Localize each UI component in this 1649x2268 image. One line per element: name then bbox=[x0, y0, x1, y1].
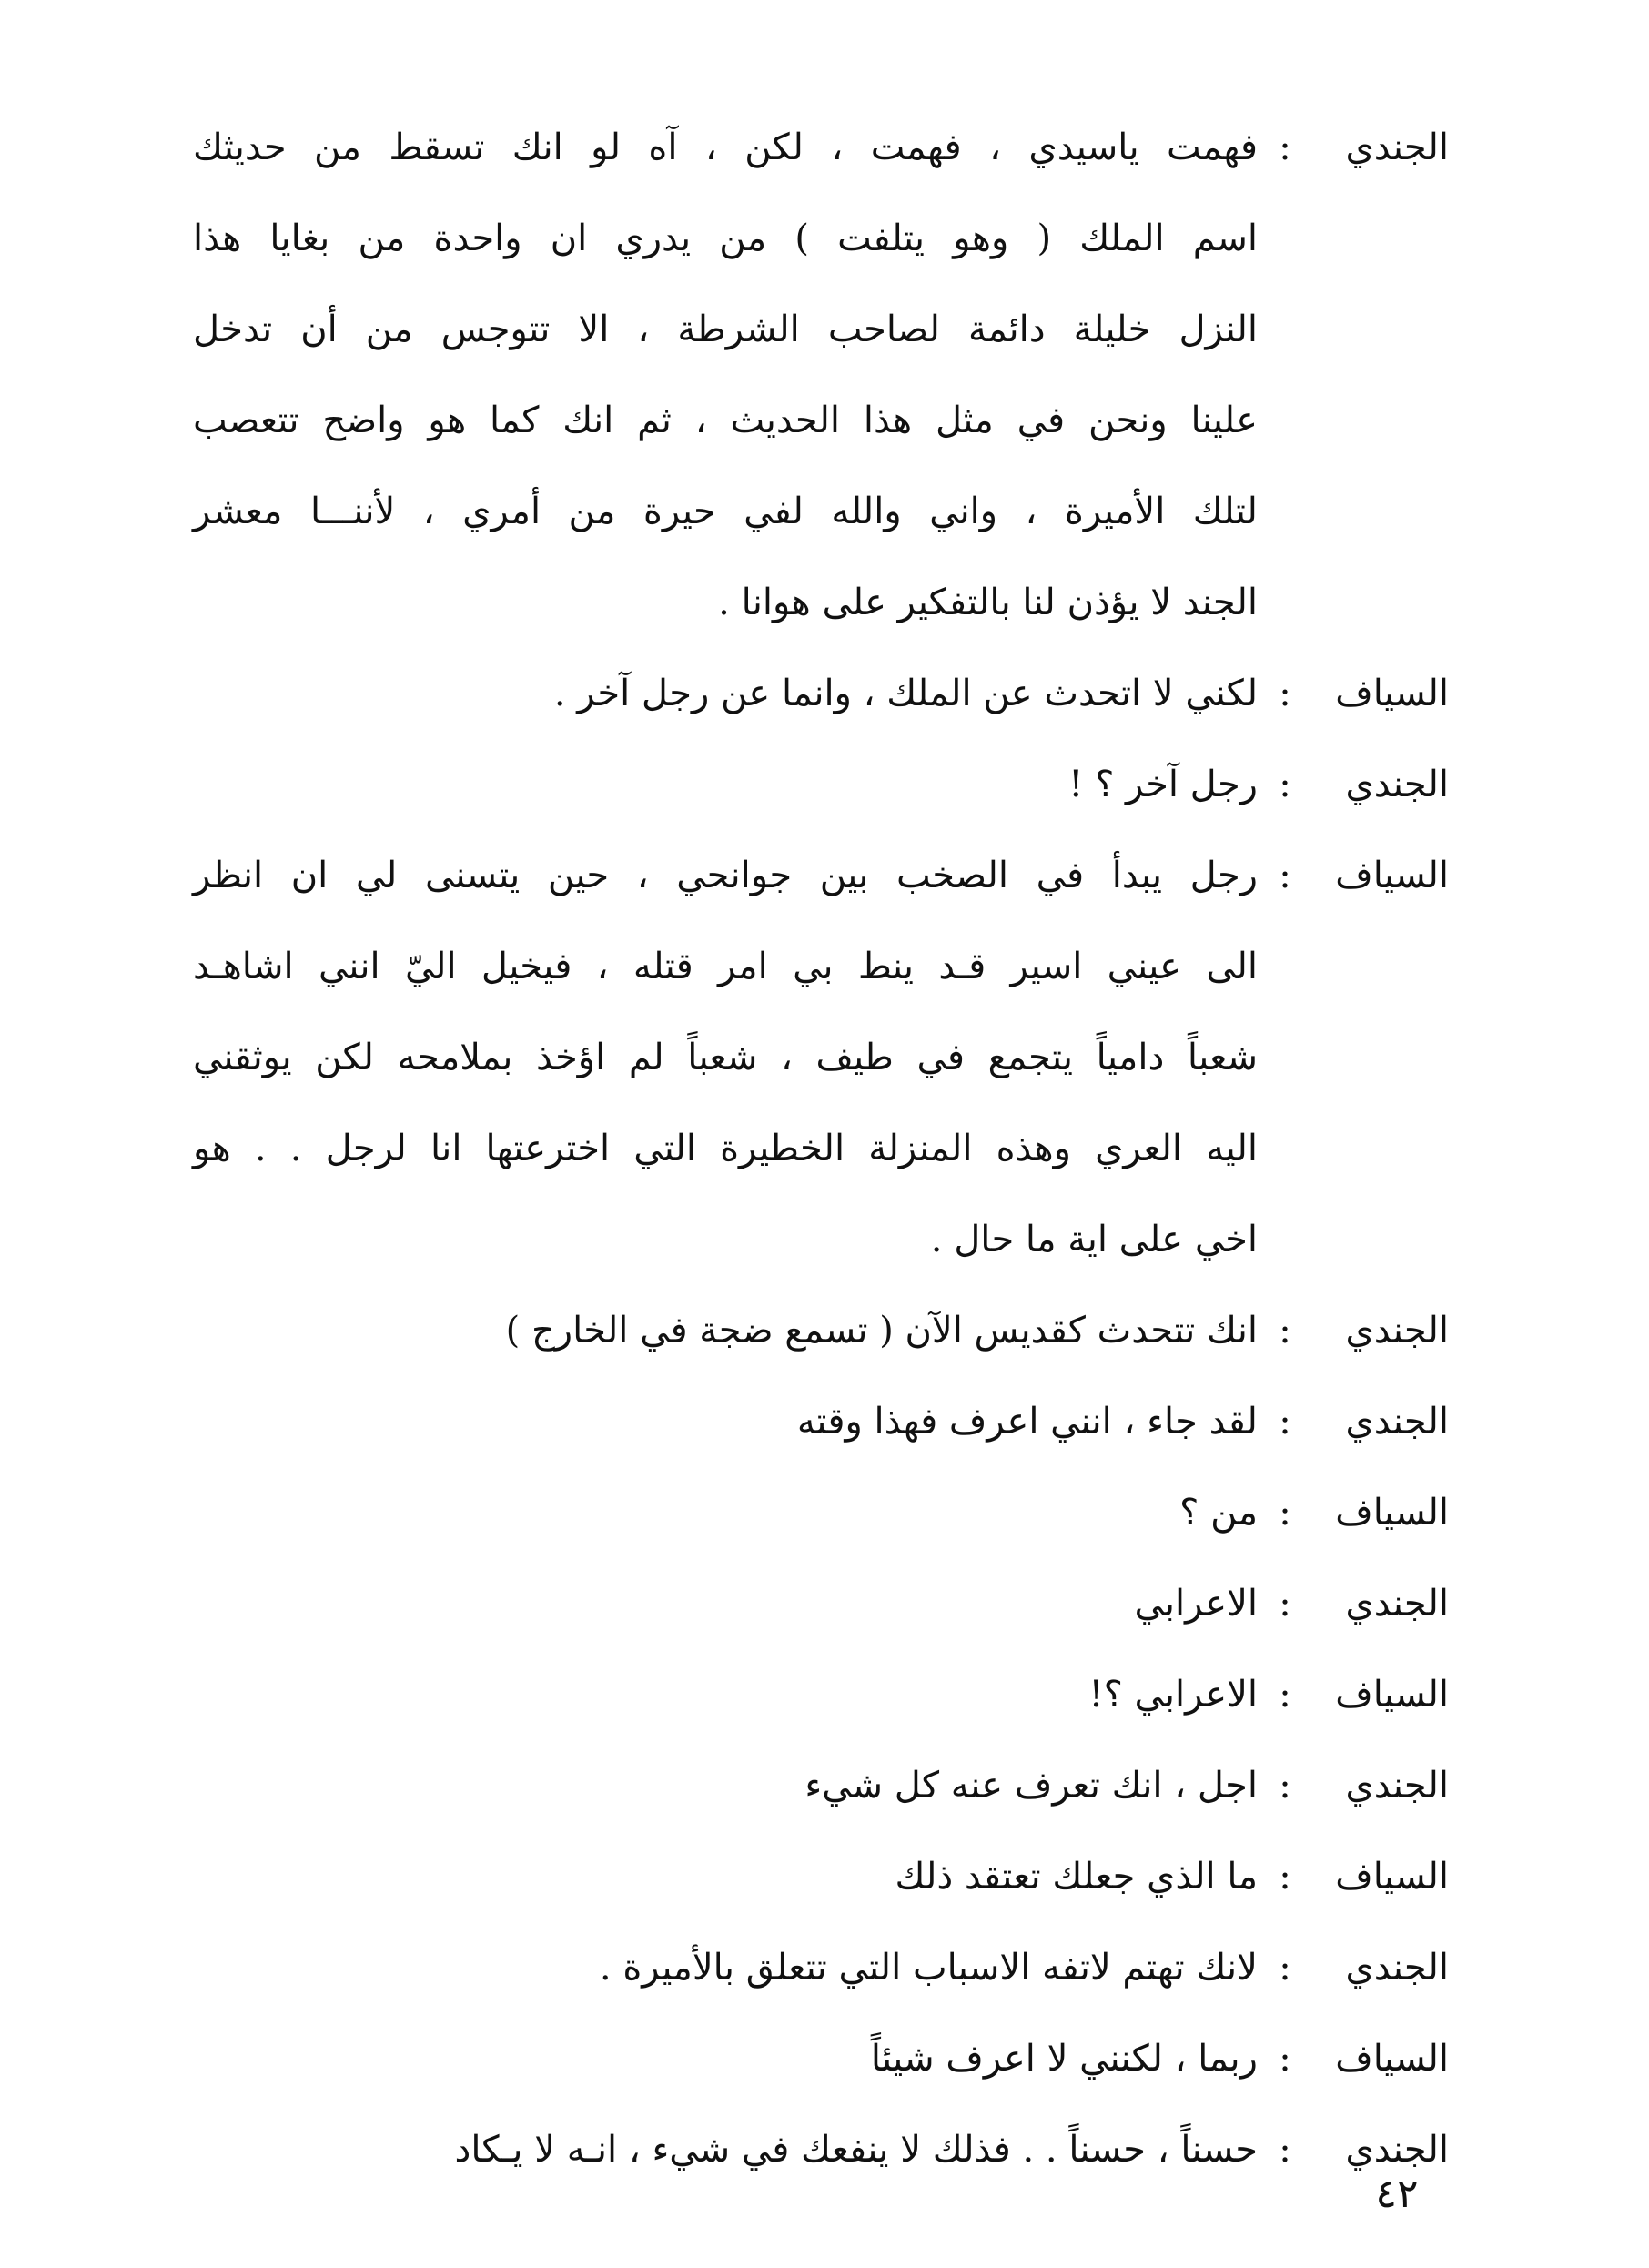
speaker-name: السياف bbox=[1335, 1492, 1449, 1534]
speech-text bbox=[193, 648, 1258, 739]
speech-line: الاعرابي bbox=[1134, 1583, 1258, 1625]
speech-line: اجل ، انك تعرف عنه كل شيء bbox=[804, 1765, 1258, 1807]
speech-line: انك تتحدث كقديس الآن ( تسمع ضجة في الخارج ) bbox=[505, 1310, 1258, 1352]
dialogue-entry bbox=[193, 1558, 1449, 1649]
page-number: ٤٢ bbox=[1375, 2171, 1419, 2217]
dialogue-entry bbox=[193, 102, 1449, 648]
speech-line: لقد جاء ، انني اعرف فهذا وقته bbox=[796, 1401, 1258, 1443]
speaker-colon: : bbox=[1279, 1674, 1291, 1716]
speech-text bbox=[193, 1922, 1258, 2013]
speech-text bbox=[193, 1376, 1258, 1467]
speaker-colon: : bbox=[1279, 855, 1291, 896]
speech-line: الجند لا يؤذن لنا بالتفكير على هوانا . bbox=[718, 582, 1258, 623]
speech-line: حسناً ، حسناً . . فذلك لا ينفعك في شيء ، انـه لا يـكاد bbox=[454, 2129, 1258, 2171]
speaker-colon: : bbox=[1279, 2129, 1291, 2171]
speech-text bbox=[193, 2104, 1258, 2195]
speaker-name: الجندي bbox=[1345, 2129, 1449, 2171]
speaker-name: السياف bbox=[1335, 2038, 1449, 2080]
speaker-name: السياف bbox=[1335, 673, 1449, 714]
speech-line: رجل آخر ؟ ! bbox=[1068, 764, 1258, 805]
speech-line: النزل خليلة دائمة لصاحب الشرطة ، الا تتوجس من أن تدخل bbox=[193, 309, 1258, 350]
speaker-name: الجندي bbox=[1345, 1583, 1449, 1625]
dialogue-block bbox=[193, 102, 1449, 2195]
speaker-colon: : bbox=[1279, 1583, 1291, 1625]
speech-line: الى عيني اسير قـد ينط بي امر قتله ، فيخيل اليّ انني اشاهـد bbox=[193, 946, 1258, 987]
dialogue-entry bbox=[193, 2104, 1449, 2195]
dialogue-entry bbox=[193, 830, 1449, 1285]
dialogue-entry bbox=[193, 1740, 1449, 1831]
speech-line: من ؟ bbox=[1179, 1492, 1258, 1534]
speaker-name: السياف bbox=[1335, 1674, 1449, 1716]
speech-line: رجل يبدأ في الصخب بين جوانحي ، حين يتسنى لي ان انظر bbox=[193, 855, 1258, 896]
dialogue-entry bbox=[193, 2013, 1449, 2104]
dialogue-entry bbox=[193, 1649, 1449, 1740]
speech-text bbox=[193, 1467, 1258, 1558]
speech-text bbox=[193, 1831, 1258, 1922]
speech-line: فهمت ياسيدي ، فهمت ، لكن ، آه لو انك تسقط من حديثك bbox=[193, 127, 1258, 168]
speaker-name: السياف bbox=[1335, 855, 1449, 896]
speaker-name: الجندي bbox=[1345, 1310, 1449, 1352]
speaker-colon: : bbox=[1279, 127, 1291, 168]
speech-line: اسم الملك ( وهو يتلفت ) من يدري ان واحدة من بغايا هذا bbox=[193, 218, 1258, 259]
speech-line: لانك تهتم لاتفه الاسباب التي تتعلق بالأميرة . bbox=[599, 1947, 1258, 1989]
dialogue-entry bbox=[193, 648, 1449, 739]
speech-line: علينا ونحن في مثل هذا الحديث ، ثم انك كما هو واضح تتعصب bbox=[193, 400, 1258, 441]
speaker-colon: : bbox=[1279, 1765, 1291, 1807]
speaker-colon: : bbox=[1279, 1947, 1291, 1989]
speech-line: لكني لا اتحدث عن الملك ، وانما عن رجل آخر . bbox=[553, 673, 1258, 714]
dialogue-entry bbox=[193, 1831, 1449, 1922]
speech-text bbox=[193, 1649, 1258, 1740]
speaker-colon: : bbox=[1279, 764, 1291, 805]
speaker-colon: : bbox=[1279, 1401, 1291, 1443]
speech-line: الاعرابي ؟! bbox=[1088, 1674, 1258, 1716]
speaker-name: الجندي bbox=[1345, 1765, 1449, 1807]
speaker-name: الجندي bbox=[1345, 764, 1449, 805]
speaker-colon: : bbox=[1279, 1492, 1291, 1534]
speaker-name: السياف bbox=[1335, 1856, 1449, 1898]
speaker-colon: : bbox=[1279, 2038, 1291, 2080]
dialogue-entry bbox=[193, 1922, 1449, 2013]
speaker-colon: : bbox=[1279, 1856, 1291, 1898]
speech-line: ربما ، لكنني لا اعرف شيئاً bbox=[870, 2038, 1258, 2080]
speaker-name: الجندي bbox=[1345, 1401, 1449, 1443]
dialogue-entry bbox=[193, 739, 1449, 830]
speech-text bbox=[193, 1285, 1258, 1376]
speaker-colon: : bbox=[1279, 1310, 1291, 1352]
speech-line: شعباً دامياً يتجمع في طيف ، شعباً لم اؤخذ بملامحه لكن يوثقني bbox=[193, 1037, 1259, 1078]
speaker-name: الجندي bbox=[1345, 127, 1449, 168]
speech-line: لتلك الأميرة ، واني والله لفي حيرة من أمري ، لأننـــا معشر bbox=[193, 491, 1258, 532]
speech-text bbox=[193, 1740, 1258, 1831]
speech-line: ما الذي جعلك تعتقد ذلك bbox=[895, 1856, 1258, 1898]
dialogue-entry bbox=[193, 1285, 1449, 1376]
speech-text bbox=[193, 102, 1258, 648]
speech-text bbox=[193, 830, 1258, 1285]
speech-text bbox=[193, 1558, 1258, 1649]
speech-text bbox=[193, 739, 1258, 830]
speech-line: اليه العري وهذه المنزلة الخطيرة التي اخترعتها انا لرجل . . هو bbox=[193, 1128, 1258, 1169]
speaker-name: الجندي bbox=[1345, 1947, 1449, 1989]
speech-line: اخي على اية ما حال . bbox=[930, 1219, 1258, 1261]
dialogue-entry bbox=[193, 1376, 1449, 1467]
speech-text bbox=[193, 2013, 1258, 2104]
speaker-colon: : bbox=[1279, 673, 1291, 714]
dialogue-entry bbox=[193, 1467, 1449, 1558]
